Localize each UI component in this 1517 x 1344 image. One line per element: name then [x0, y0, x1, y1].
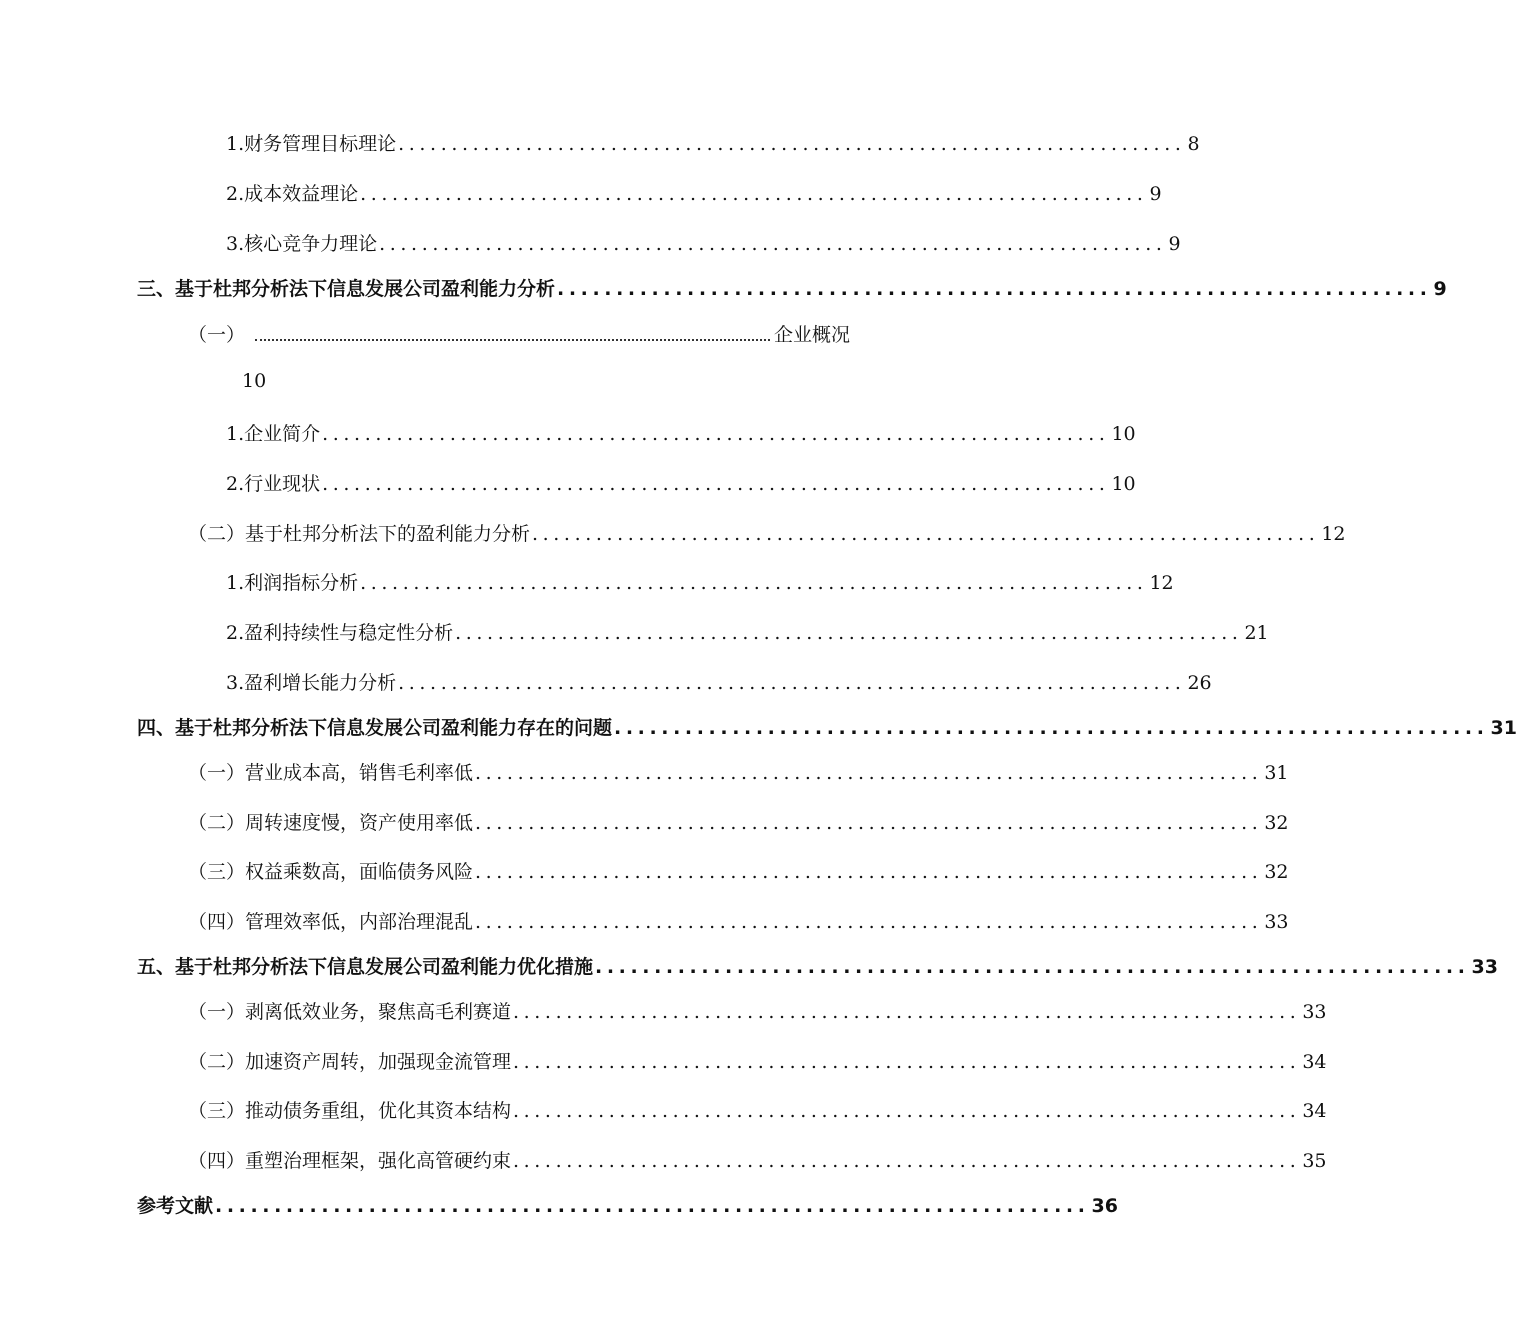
toc-entry-title: （二）周转速度慢，资产使用率低 — [188, 812, 474, 834]
toc-entry-page-number: 10 — [1111, 473, 1136, 495]
toc-entry-title: 四、基于杜邦分析法下信息发展公司盈利能力存在的问题 — [137, 717, 613, 739]
toc-entry[interactable] — [226, 177, 1162, 207]
toc-leader-dots: .......................................................................... — [379, 233, 1167, 255]
toc-entry-title: 2.成本效益理论 — [226, 183, 359, 205]
toc-entry-title: （三）权益乘数高，面临债务风险 — [188, 861, 474, 883]
toc-entry-chapter[interactable] — [137, 1189, 1118, 1219]
toc-leader-dots: .......................................................................... — [595, 956, 1470, 978]
toc-entry[interactable] — [226, 417, 1136, 447]
toc-entry-title: 三、基于杜邦分析法下信息发展公司盈利能力分析 — [137, 278, 556, 300]
toc-entry-page-number: 10 — [242, 370, 267, 392]
toc-leader-dots: .......................................................................... — [215, 1195, 1090, 1217]
toc-entry[interactable] — [188, 1045, 1327, 1075]
toc-entry-page-number: 9 — [1168, 233, 1181, 255]
toc-entry-title: 3.盈利增长能力分析 — [226, 672, 397, 694]
toc-entry-title: 3.核心竞争力理论 — [226, 233, 378, 255]
toc-leader-dots: .......................................................................... — [513, 1100, 1301, 1122]
toc-entry[interactable] — [188, 1144, 1327, 1174]
toc-leader-dots: .......................................................................... — [557, 278, 1432, 300]
toc-entry-page-number: 34 — [1302, 1051, 1327, 1073]
toc-leader-dots: .......................................................................... — [513, 1051, 1301, 1073]
toc-leader-dots: .......................................................................... — [360, 572, 1148, 594]
toc-leader-dots: .......................................................................... — [532, 523, 1320, 545]
toc-entry[interactable] — [188, 1094, 1327, 1124]
toc-entry-page-number: 34 — [1302, 1100, 1327, 1122]
toc-entry[interactable] — [226, 127, 1200, 157]
toc-entry-page-number: 9 — [1433, 278, 1447, 300]
toc-entry-page-number: 10 — [1111, 423, 1136, 445]
toc-entry-page-number: 32 — [1264, 861, 1289, 883]
toc-entry-title: （四）重塑治理框架，强化高管硬约束 — [188, 1150, 512, 1172]
toc-leader-dots: .......................................................................... — [475, 861, 1263, 883]
toc-leader-dots: .......................................................................... — [513, 1001, 1301, 1023]
toc-entry[interactable] — [188, 756, 1289, 786]
toc-entry-page-number: 36 — [1091, 1195, 1118, 1217]
toc-entry[interactable] — [226, 227, 1181, 257]
toc-entry-title: （二）加速资产周转，加强现金流管理 — [188, 1051, 512, 1073]
toc-entry-page-number: 12 — [1321, 523, 1346, 545]
toc-entry-page-number: 12 — [1149, 572, 1174, 594]
toc-leader-dots: .......................................................................... — [614, 717, 1489, 739]
toc-entry-title: 五、基于杜邦分析法下信息发展公司盈利能力优化措施 — [137, 956, 594, 978]
toc-leader-dots: .......................................................................... — [455, 622, 1243, 644]
toc-entry[interactable] — [188, 806, 1289, 836]
toc-entry-title: 1.财务管理目标理论 — [226, 133, 397, 155]
toc-leader-dots: .......................................................................... — [398, 672, 1186, 694]
toc-leader-dots: .......................................................................... — [475, 762, 1263, 784]
toc-entry-title: （三）推动债务重组，优化其资本结构 — [188, 1100, 512, 1122]
toc-leader-dots: .......................................................................... — [475, 911, 1263, 933]
toc-entry-title: （四）管理效率低，内部治理混乱 — [188, 911, 474, 933]
toc-entry[interactable] — [226, 467, 1136, 497]
toc-leader-dots: .......................................................................... — [360, 183, 1148, 205]
toc-entry[interactable] — [188, 855, 1289, 885]
toc-entry-title: 1.企业简介 — [226, 423, 321, 445]
toc-entry-title: （一）营业成本高，销售毛利率低 — [188, 762, 474, 784]
toc-entry-page-number: 33 — [1302, 1001, 1327, 1023]
toc-entry-title: （二）基于杜邦分析法下的盈利能力分析 — [188, 523, 531, 545]
toc-leader-dots: .......................................................................... — [398, 133, 1186, 155]
toc-leader-dots — [255, 339, 770, 341]
toc-entry-title: 2.行业现状 — [226, 473, 321, 495]
toc-entry-title: 2.盈利持续性与稳定性分析 — [226, 622, 454, 644]
toc-entry-title: 1.利润指标分析 — [226, 572, 359, 594]
toc-entry-title: 参考文献 — [137, 1195, 214, 1217]
toc-entry-page-number: 35 — [1302, 1150, 1327, 1172]
toc-entry-title-prefix: （一） — [188, 324, 246, 346]
toc-entry-page-number: 33 — [1264, 911, 1289, 933]
toc-leader-dots: .......................................................................... — [322, 423, 1110, 445]
toc-entry-page-number: 31 — [1264, 762, 1289, 784]
toc-leader-dots: .......................................................................... — [475, 812, 1263, 834]
toc-entry-page-number: 33 — [1471, 956, 1498, 978]
toc-entry-page-number: 21 — [1244, 622, 1269, 644]
toc-entry-chapter[interactable] — [137, 950, 1498, 980]
toc-entry-page-number: 32 — [1264, 812, 1289, 834]
toc-entry-page-number: 31 — [1490, 717, 1517, 739]
toc-leader-dots: .......................................................................... — [513, 1150, 1301, 1172]
toc-entry[interactable] — [226, 566, 1174, 596]
toc-entry-page-number: 9 — [1149, 183, 1162, 205]
toc-entry-title: 企业概况 — [773, 324, 850, 346]
toc-entry[interactable] — [226, 666, 1212, 696]
toc-entry-page-number: 8 — [1187, 133, 1200, 155]
toc-entry-chapter[interactable] — [137, 711, 1517, 741]
toc-entry[interactable] — [188, 517, 1346, 547]
toc-entry-page-number: 26 — [1187, 672, 1212, 694]
toc-entry[interactable] — [188, 905, 1289, 935]
toc-leader-dots: .......................................................................... — [322, 473, 1110, 495]
toc-entry-chapter[interactable] — [137, 272, 1447, 302]
toc-entry-title: （一）剥离低效业务，聚焦高毛利赛道 — [188, 1001, 512, 1023]
toc-entry[interactable] — [188, 318, 850, 348]
toc-entry[interactable] — [226, 616, 1269, 646]
toc-entry[interactable] — [188, 995, 1327, 1025]
